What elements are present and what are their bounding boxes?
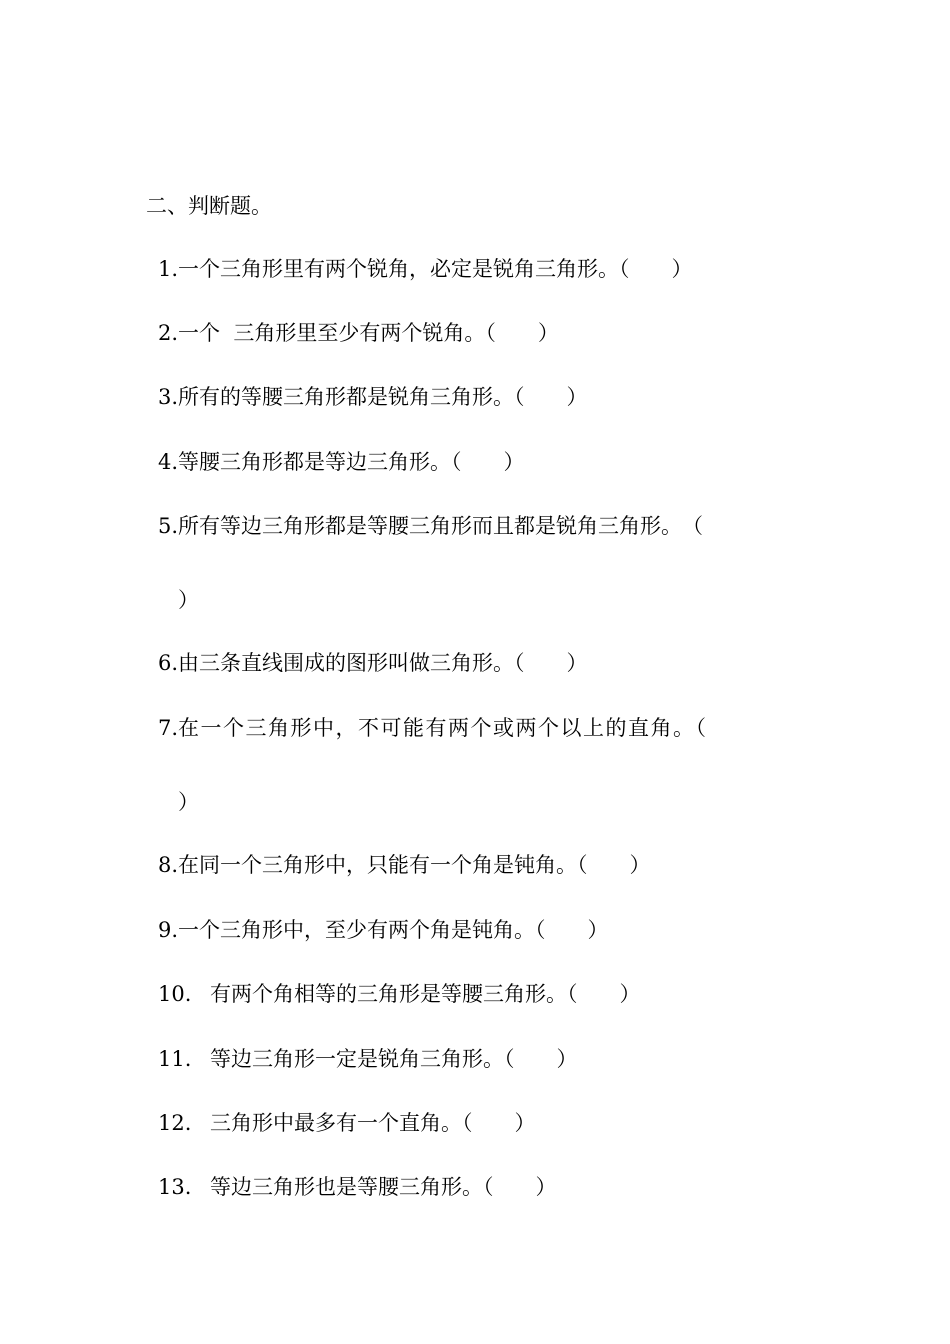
question-12 (158, 1108, 536, 1138)
question-number: 9. (158, 918, 179, 942)
question-text: 等边三角形也是等腰三角形。（ ） (210, 1175, 557, 1199)
question-number: 11. (158, 1047, 192, 1071)
question-5-continuation: ） (178, 588, 199, 612)
question-number: 8. (158, 853, 179, 877)
question-number: 4. (158, 450, 179, 474)
question-number: 6. (158, 651, 179, 675)
question-text: 在一个三角形中，不可能有两个或两个以上的直角。（ (178, 716, 708, 740)
question-8 (158, 850, 651, 880)
question-4 (158, 447, 525, 477)
question-text: 等边三角形一定是锐角三角形。（ ） (210, 1047, 578, 1071)
question-9 (158, 915, 609, 945)
question-number: 1. (158, 257, 179, 281)
question-number: 12. (158, 1111, 192, 1135)
question-number: 10. (158, 982, 192, 1006)
question-text: 在同一个三角形中，只能有一个角是钝角。（ ） (178, 853, 651, 877)
question-number: 7. (158, 716, 179, 740)
question-5 (158, 511, 703, 541)
question-11 (158, 1044, 578, 1074)
question-10 (158, 979, 641, 1009)
question-number: 3. (158, 385, 179, 409)
question-number: 13. (158, 1175, 192, 1199)
question-number: 2. (158, 321, 179, 345)
question-text: 所有等边三角形都是等腰三角形而且都是锐角三角形。 （ (178, 514, 704, 538)
question-13 (158, 1172, 557, 1202)
question-7-continuation: ） (178, 790, 199, 814)
question-text: 一个三角形中，至少有两个角是钝角。（ ） (178, 918, 609, 942)
question-3 (158, 382, 588, 412)
question-text: 由三条直线围成的图形叫做三角形。（ ） (178, 651, 588, 675)
question-number: 5. (158, 514, 179, 538)
question-text: 三角形中最多有一个直角。（ ） (210, 1111, 536, 1135)
question-6 (158, 648, 588, 678)
question-text: 所有的等腰三角形都是锐角三角形。（ ） (178, 385, 588, 409)
question-1 (158, 254, 693, 284)
question-text: 一个三角形里有两个锐角，必定是锐角三角形。（ ） (178, 257, 693, 281)
question-text: 有两个角相等的三角形是等腰三角形。（ ） (210, 982, 641, 1006)
section-heading: 二、判断题。 (146, 194, 272, 218)
question-text: 一个 三角形里至少有两个锐角。（ ） (178, 321, 559, 345)
question-7 (158, 713, 708, 743)
question-2 (158, 318, 559, 348)
question-text: 等腰三角形都是等边三角形。（ ） (178, 450, 525, 474)
